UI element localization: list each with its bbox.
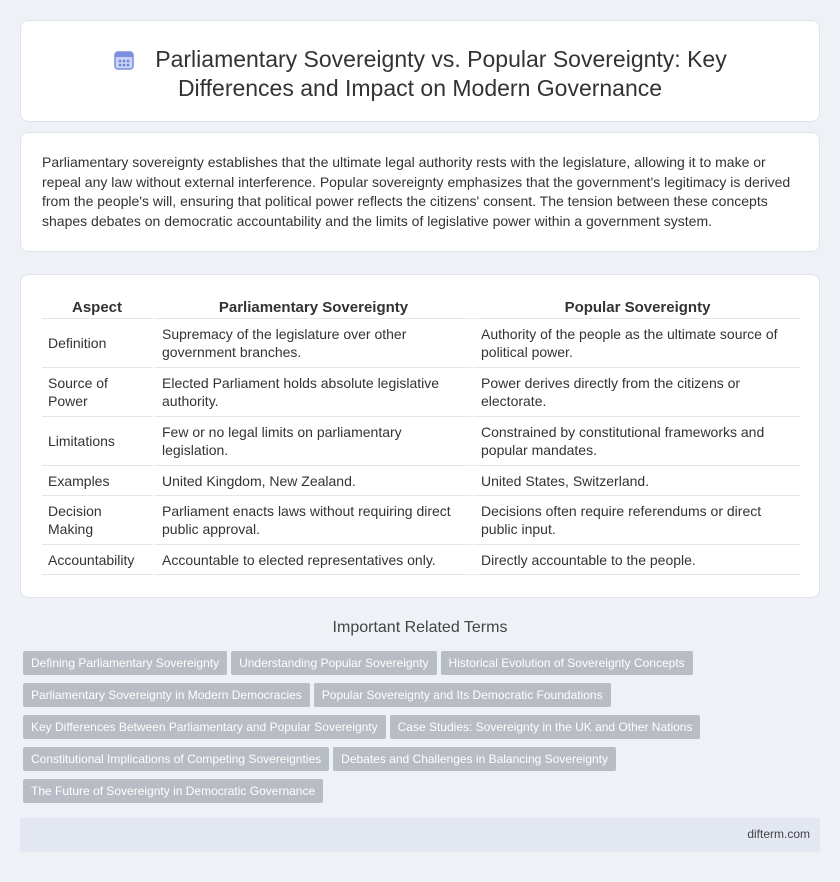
related-term-tag[interactable]: Debates and Challenges in Balancing Sovereignty [333,747,616,771]
related-term-tag[interactable]: Parliamentary Sovereignty in Modern Democracies [23,683,310,707]
row-parliamentary: Supremacy of the legislature over other government branches. [152,319,471,368]
related-term-tag[interactable]: The Future of Sovereignty in Democratic Governance [23,779,323,803]
row-parliamentary: Parliament enacts laws without requiring direct public approval. [152,496,471,545]
footer [20,818,820,852]
related-term-tag[interactable]: Defining Parliamentary Sovereignty [23,651,227,675]
related-terms-heading: Important Related Terms [332,619,508,636]
related-term-tag[interactable]: Popular Sovereignty and Its Democratic Foundations [314,683,611,707]
row-aspect: Definition [42,319,152,368]
row-popular: Authority of the people as the ultimate source of political power. [471,319,800,368]
row-popular: Decisions often require referendums or direct public input. [471,496,800,545]
row-popular: Power derives directly from the citizens or electorate. [471,368,800,417]
related-term-tag[interactable]: Historical Evolution of Sovereignty Concepts [441,651,693,675]
row-popular: Directly accountable to the people. [471,545,800,575]
related-terms-list [23,651,723,811]
page-title [21,45,819,103]
row-parliamentary: United Kingdom, New Zealand. [152,466,471,496]
related-term-tag[interactable]: Constitutional Implications of Competing Sovereignties [23,747,329,771]
table-row [42,466,800,496]
title-line-1: Parliamentary Sovereignty vs. Popular Sovereignty: Key [155,46,727,72]
comparison-table [42,297,800,575]
title-card [20,20,820,122]
row-aspect: Source of Power [42,368,152,417]
table-row [42,368,800,417]
related-term-tag[interactable]: Understanding Popular Sovereignty [231,651,436,675]
row-aspect: Decision Making [42,496,152,545]
row-popular: Constrained by constitutional frameworks and popular mandates. [471,417,800,466]
comparison-card [20,274,820,598]
row-aspect: Examples [42,466,152,496]
calendar-icon [113,49,135,71]
related-term-tag[interactable]: Case Studies: Sovereignty in the UK and Other Nations [390,715,701,739]
row-aspect: Accountability [42,545,152,575]
table-row [42,545,800,575]
row-parliamentary: Accountable to elected representatives only. [152,545,471,575]
table-row [42,319,800,368]
related-term-tag[interactable]: Key Differences Between Parliamentary and Popular Sovereignty [23,715,386,739]
footer-site-link[interactable]: difterm.com [747,827,810,841]
table-row [42,496,800,545]
row-popular: United States, Switzerland. [471,466,800,496]
table-header-row [42,297,800,319]
header-parliamentary: Parliamentary Sovereignty [152,297,471,319]
header-aspect: Aspect [42,297,152,319]
row-aspect: Limitations [42,417,152,466]
table-row [42,417,800,466]
row-parliamentary: Few or no legal limits on parliamentary legislation. [152,417,471,466]
header-popular: Popular Sovereignty [471,297,800,319]
title-line-2: Differences and Impact on Modern Governance [177,75,663,101]
intro-card [20,132,820,252]
row-parliamentary: Elected Parliament holds absolute legislative authority. [152,368,471,417]
intro-paragraph: Parliamentary sovereignty establishes that the ultimate legal authority rests with the legislature, allowing it to make or repeal any law without external interference. Popular sovereignty emphasizes that the government's legitimacy is derived from the people's will, ensuring that political power reflects the citizens' consent. The tension between these concepts shapes debates on democratic accountability and the limits of legislative power within a government system. [42,154,791,229]
